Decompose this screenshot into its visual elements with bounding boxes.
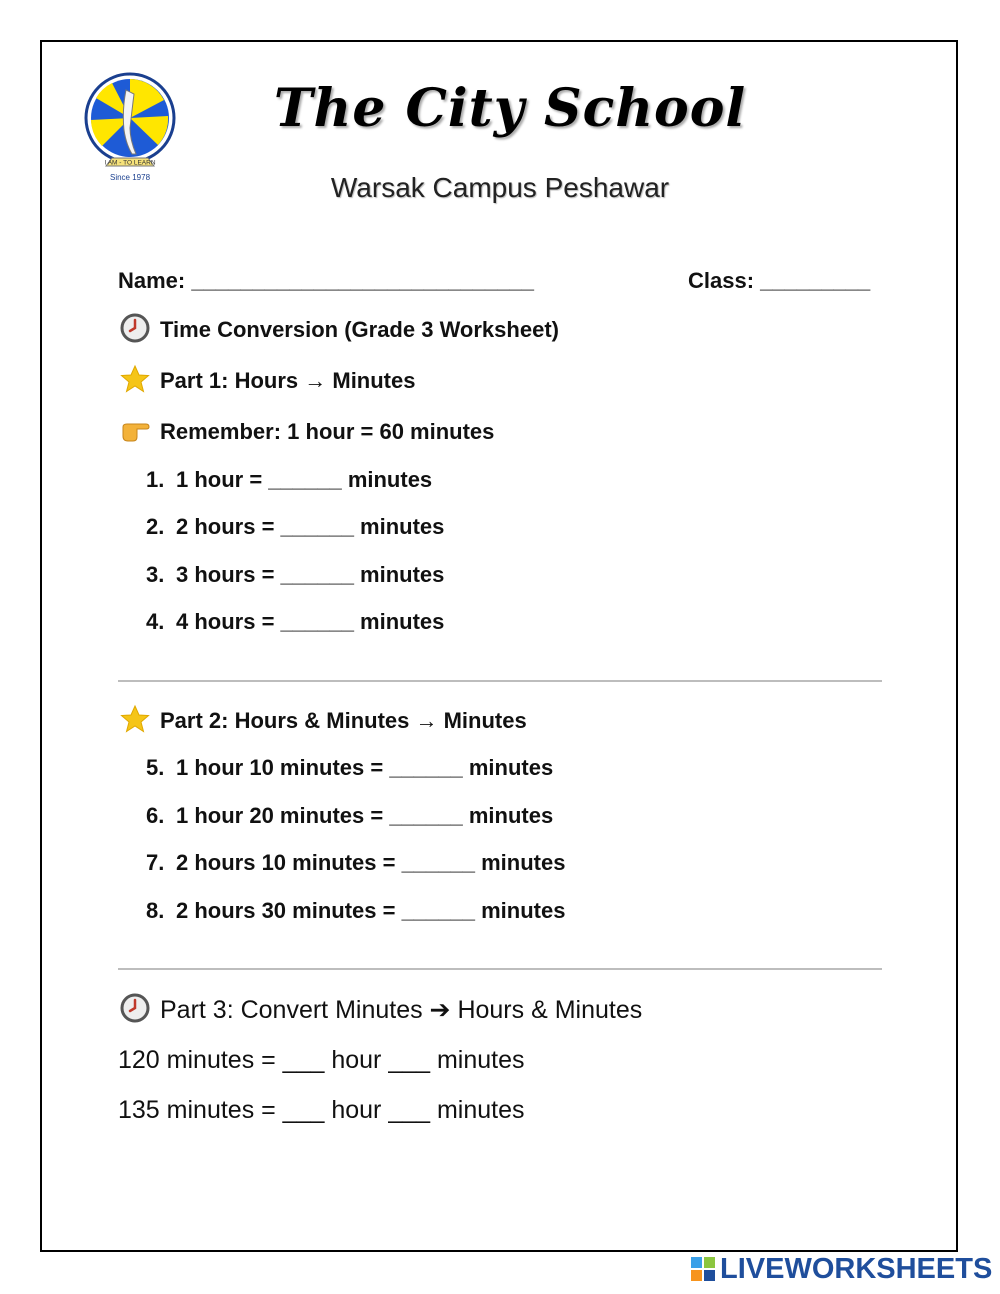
part3-title	[120, 995, 642, 1026]
part3-question[interactable]: 120 minutes = ___ hour ___ minutes	[118, 1046, 525, 1074]
question-text[interactable]: 2 hours 30 minutes = ______ minutes	[176, 898, 566, 923]
liveworksheets-brand[interactable]	[690, 1254, 992, 1284]
pointing-hand-icon	[120, 415, 150, 445]
question-text[interactable]: 1 hour 20 minutes = ______ minutes	[176, 803, 554, 828]
school-crest-logo	[82, 70, 178, 186]
question-text[interactable]: 2 hours 10 minutes = ______ minutes	[176, 850, 566, 875]
part3-title-text: Part 3: Convert Minutes ➔ Hours & Minutes	[160, 996, 643, 1024]
part1-title-text: Part 1: Hours → Minutes	[160, 367, 416, 393]
svg-text:I AM - TO LEARN: I AM - TO LEARN	[104, 159, 156, 167]
item-number: 3.	[146, 562, 165, 587]
part3-question[interactable]: 135 minutes = ___ hour ___ minutes	[118, 1096, 525, 1124]
item-number: 6.	[146, 803, 165, 828]
star-icon	[120, 364, 150, 394]
clock-icon	[120, 313, 150, 343]
question-text[interactable]: 3 hours = ______ minutes	[176, 562, 445, 587]
list-item	[146, 898, 565, 924]
worksheet-heading	[120, 316, 559, 346]
list-item	[146, 609, 444, 635]
section-divider	[118, 968, 882, 970]
campus-subtitle: Warsak Campus Peshawar	[330, 172, 670, 203]
item-number: 5.	[146, 755, 165, 780]
heading-text: Time Conversion (Grade 3 Worksheet)	[160, 316, 559, 342]
question-text[interactable]: 4 hours = ______ minutes	[176, 609, 445, 634]
list-item	[146, 514, 444, 540]
list-item	[146, 850, 565, 876]
clock-icon	[120, 993, 150, 1023]
item-number: 1.	[146, 467, 165, 492]
name-field[interactable]: Name: ____________________________	[118, 268, 534, 293]
list-item	[146, 562, 444, 588]
liveworksheets-logo-icon	[690, 1256, 716, 1282]
svg-text:Since 1978: Since 1978	[109, 173, 151, 182]
question-text[interactable]: 1 hour = ______ minutes	[176, 467, 433, 492]
item-number: 7.	[146, 850, 165, 875]
item-number: 4.	[146, 609, 165, 634]
question-text[interactable]: 1 hour 10 minutes = ______ minutes	[176, 755, 554, 780]
part1-hint	[120, 418, 494, 448]
liveworksheets-text: LIVEWORKSHEETS	[720, 1252, 993, 1285]
item-number: 8.	[146, 898, 165, 923]
class-field[interactable]: Class: _________	[688, 268, 871, 293]
list-item	[146, 803, 553, 829]
part2-title	[120, 707, 527, 737]
question-text[interactable]: 2 hours = ______ minutes	[176, 514, 445, 539]
school-name-title: The City School	[273, 78, 747, 139]
list-item	[146, 467, 432, 493]
part1-title	[120, 367, 415, 397]
star-icon	[120, 704, 150, 734]
part1-hint-text: Remember: 1 hour = 60 minutes	[160, 418, 495, 444]
list-item	[146, 755, 553, 781]
item-number: 2.	[146, 514, 165, 539]
section-divider	[118, 680, 882, 682]
part2-title-text: Part 2: Hours & Minutes → Minutes	[160, 707, 527, 733]
